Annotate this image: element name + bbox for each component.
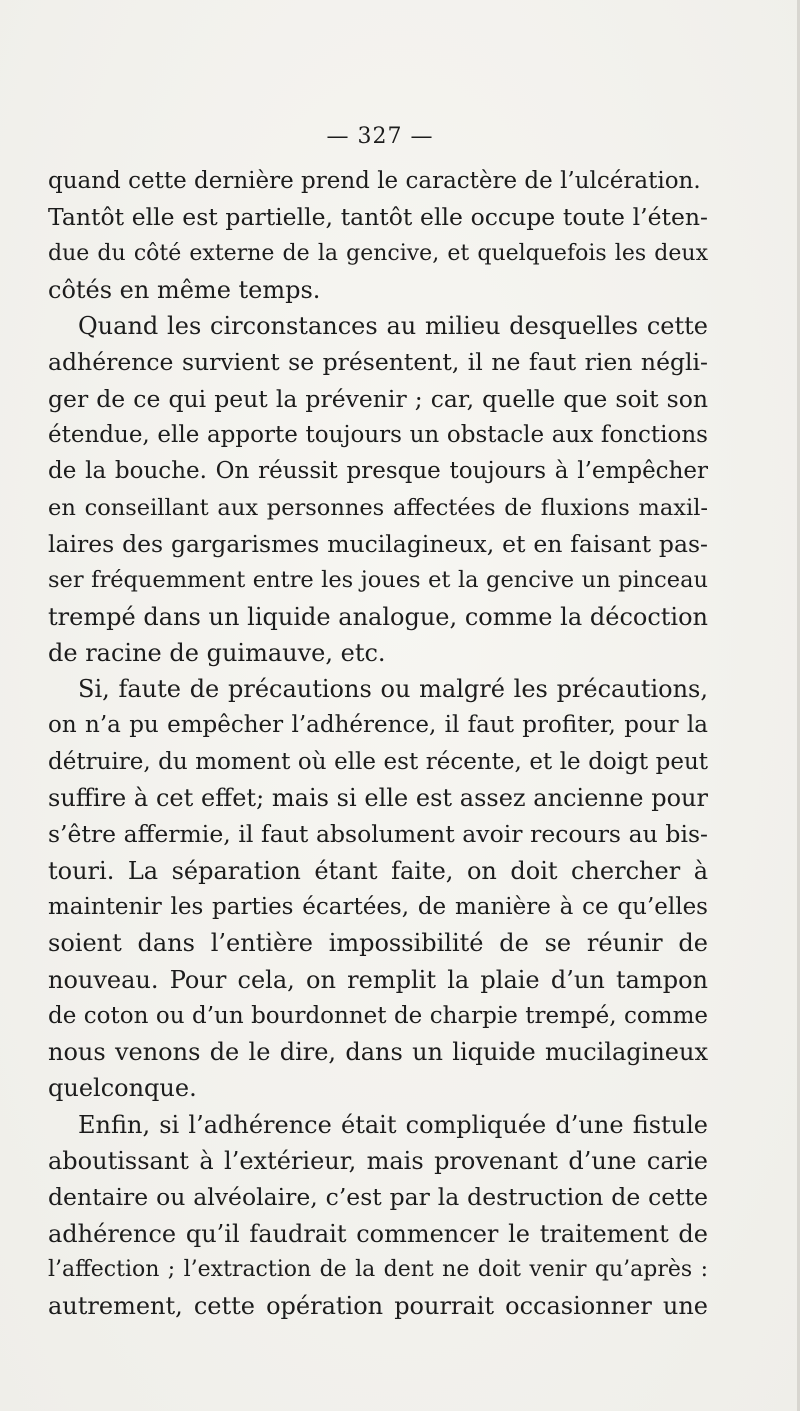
text-line: suffire à cet effet; mais si elle est assez ancienne pour: [48, 784, 708, 813]
text-line: de racine de guimauve, etc.: [48, 638, 386, 667]
text-line: s’être affermie, il faut absolument avoir recours au bis-: [48, 820, 708, 849]
text-line: aboutissant à l’extérieur, mais provenant d’une carie: [48, 1147, 708, 1176]
text-line: l’affection ; l’extraction de la dent ne doit venir qu’après :: [48, 1256, 708, 1282]
text-line: dentaire ou alvéolaire, c’est par la destruction de cette: [48, 1183, 708, 1212]
text-line: trempé dans un liquide analogue, comme la décoction: [48, 602, 708, 631]
text-line: maintenir les parties écartées, de manière à ce qu’elles: [48, 893, 708, 920]
text-line: ger de ce qui peut la prévenir ; car, quelle que soit son: [48, 384, 708, 413]
text-line: côtés en même temps.: [48, 275, 321, 304]
text-line: quelconque.: [48, 1074, 197, 1103]
body-text: [48, 163, 708, 1325]
text-line: adhérence survient se présentent, il ne faut rien négli-: [48, 348, 708, 377]
text-line: on n’a pu empêcher l’adhérence, il faut profiter, pour la: [48, 712, 708, 739]
text-line: soient dans l’entière impossibilité de se réunir de: [48, 929, 708, 958]
text-line: due du côté externe de la gencive, et quelquefois les deux: [48, 240, 708, 266]
text-line: en conseillant aux personnes affectées de fluxions maxil-: [48, 494, 708, 521]
text-line: laires des gargarismes mucilagineux, et en faisant pas-: [48, 529, 708, 558]
text-line: de coton ou d’un bourdonnet de charpie trempé, comme: [48, 1002, 708, 1029]
text-line: ser fréquemment entre les joues et la gencive un pinceau: [48, 567, 708, 594]
page-number: — 327 —: [326, 124, 434, 149]
text-line: Enfin, si l’adhérence était compliquée d’une fistule: [78, 1110, 708, 1139]
text-line: adhérence qu’il faudrait commencer le traitement de: [48, 1219, 708, 1248]
text-line: de la bouche. On réussit presque toujours à l’empêcher: [48, 458, 708, 485]
text-line: Tantôt elle est partielle, tantôt elle occupe toute l’éten-: [48, 203, 708, 232]
text-line: nouveau. Pour cela, on remplit la plaie d’un tampon: [48, 965, 708, 994]
text-line: quand cette dernière prend le caractère de l’ulcération.: [48, 168, 701, 194]
text-line: nous venons de le dire, dans un liquide mucilagineux: [48, 1038, 708, 1067]
text-line: détruire, du moment où elle est récente, et le doigt peut: [48, 748, 708, 775]
text-line: Si, faute de précautions ou malgré les précautions,: [78, 675, 708, 704]
text-line: Quand les circonstances au milieu desquelles cette: [78, 312, 708, 341]
text-line: touri. La séparation étant faite, on doit chercher à: [48, 856, 708, 885]
text-line: autrement, cette opération pourrait occasionner une: [48, 1292, 708, 1321]
text-line: étendue, elle apporte toujours un obstacle aux fonctions: [48, 422, 708, 449]
